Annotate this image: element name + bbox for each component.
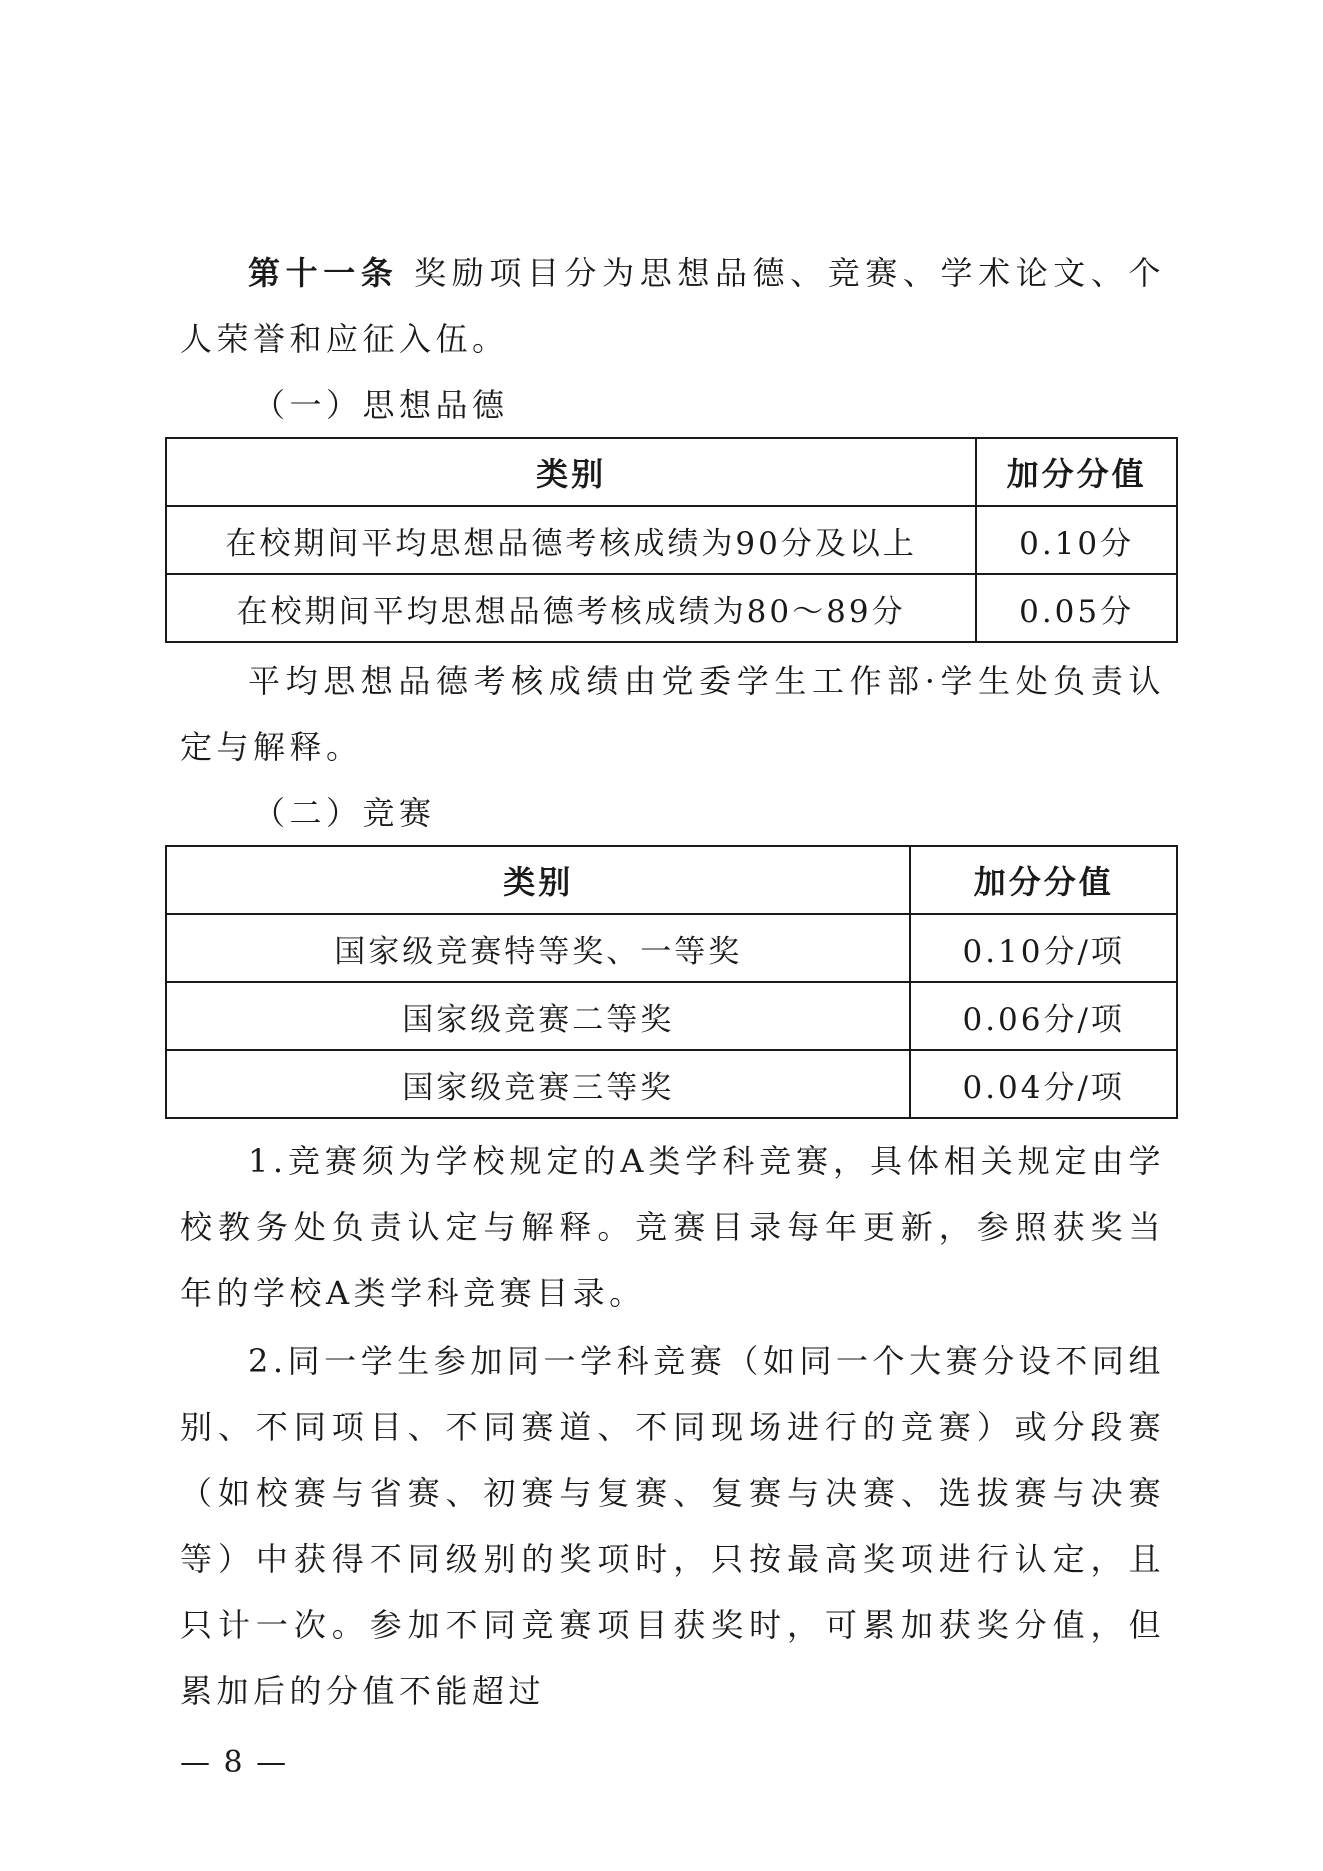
section-competition-heading: （二）竞赛 — [253, 794, 436, 832]
row-category: 国家级竞赛二等奖 — [166, 982, 910, 1050]
row-score: 0.10分 — [976, 506, 1177, 574]
column-header-category: 类别 — [166, 846, 910, 914]
table-row — [166, 574, 1177, 642]
column-header-category: 类别 — [166, 438, 976, 506]
row-category: 在校期间平均思想品德考核成绩为90分及以上 — [166, 506, 976, 574]
article-11-paragraph — [180, 240, 1165, 372]
row-category: 在校期间平均思想品德考核成绩为80～89分 — [166, 574, 976, 642]
table-header-row — [166, 846, 1177, 914]
moral-note-paragraph: 平均思想品德考核成绩由党委学生工作部·学生处负责认定与解释。 — [180, 662, 1165, 766]
article-11-lead: 第十一条 — [248, 254, 399, 292]
row-score: 0.06分/项 — [910, 982, 1177, 1050]
table-header-row — [166, 438, 1177, 506]
competition-score-table — [165, 845, 1178, 1119]
table-row — [166, 914, 1177, 982]
table-row — [166, 506, 1177, 574]
moral-score-table — [165, 437, 1178, 643]
row-score: 0.05分 — [976, 574, 1177, 642]
competition-note-2-paragraph: 2.同一学生参加同一学科竞赛（如同一个大赛分设不同组别、不同项目、不同赛道、不同现场进行的竞赛）或分段赛（如校赛与省赛、初赛与复赛、复赛与决赛、选拔赛与决赛等）中获得不同级别的奖项时，只按最高奖项进行认定，且只计一次。参加不同竞赛项目获奖时，可累加获奖分值，但累加后的分值不能超过 — [180, 1342, 1165, 1710]
article-11-text: 奖励项目分为思想品德、竞赛、学术论文、个人荣誉和应征入伍。 — [180, 254, 1165, 358]
competition-note-1-paragraph: 1.竞赛须为学校规定的A类学科竞赛，具体相关规定由学校教务处负责认定与解释。竞赛目录每年更新，参照获奖当年的学校A类学科竞赛目录。 — [180, 1142, 1165, 1312]
column-header-score: 加分分值 — [976, 438, 1177, 506]
table-row — [166, 982, 1177, 1050]
section-moral-heading: （一）思想品德 — [253, 386, 509, 424]
column-header-score: 加分分值 — [910, 846, 1177, 914]
row-score: 0.04分/项 — [910, 1050, 1177, 1118]
table-row — [166, 1050, 1177, 1118]
row-score: 0.10分/项 — [910, 914, 1177, 982]
page-number: — 8 — — [180, 1745, 289, 1780]
row-category: 国家级竞赛特等奖、一等奖 — [166, 914, 910, 982]
row-category: 国家级竞赛三等奖 — [166, 1050, 910, 1118]
